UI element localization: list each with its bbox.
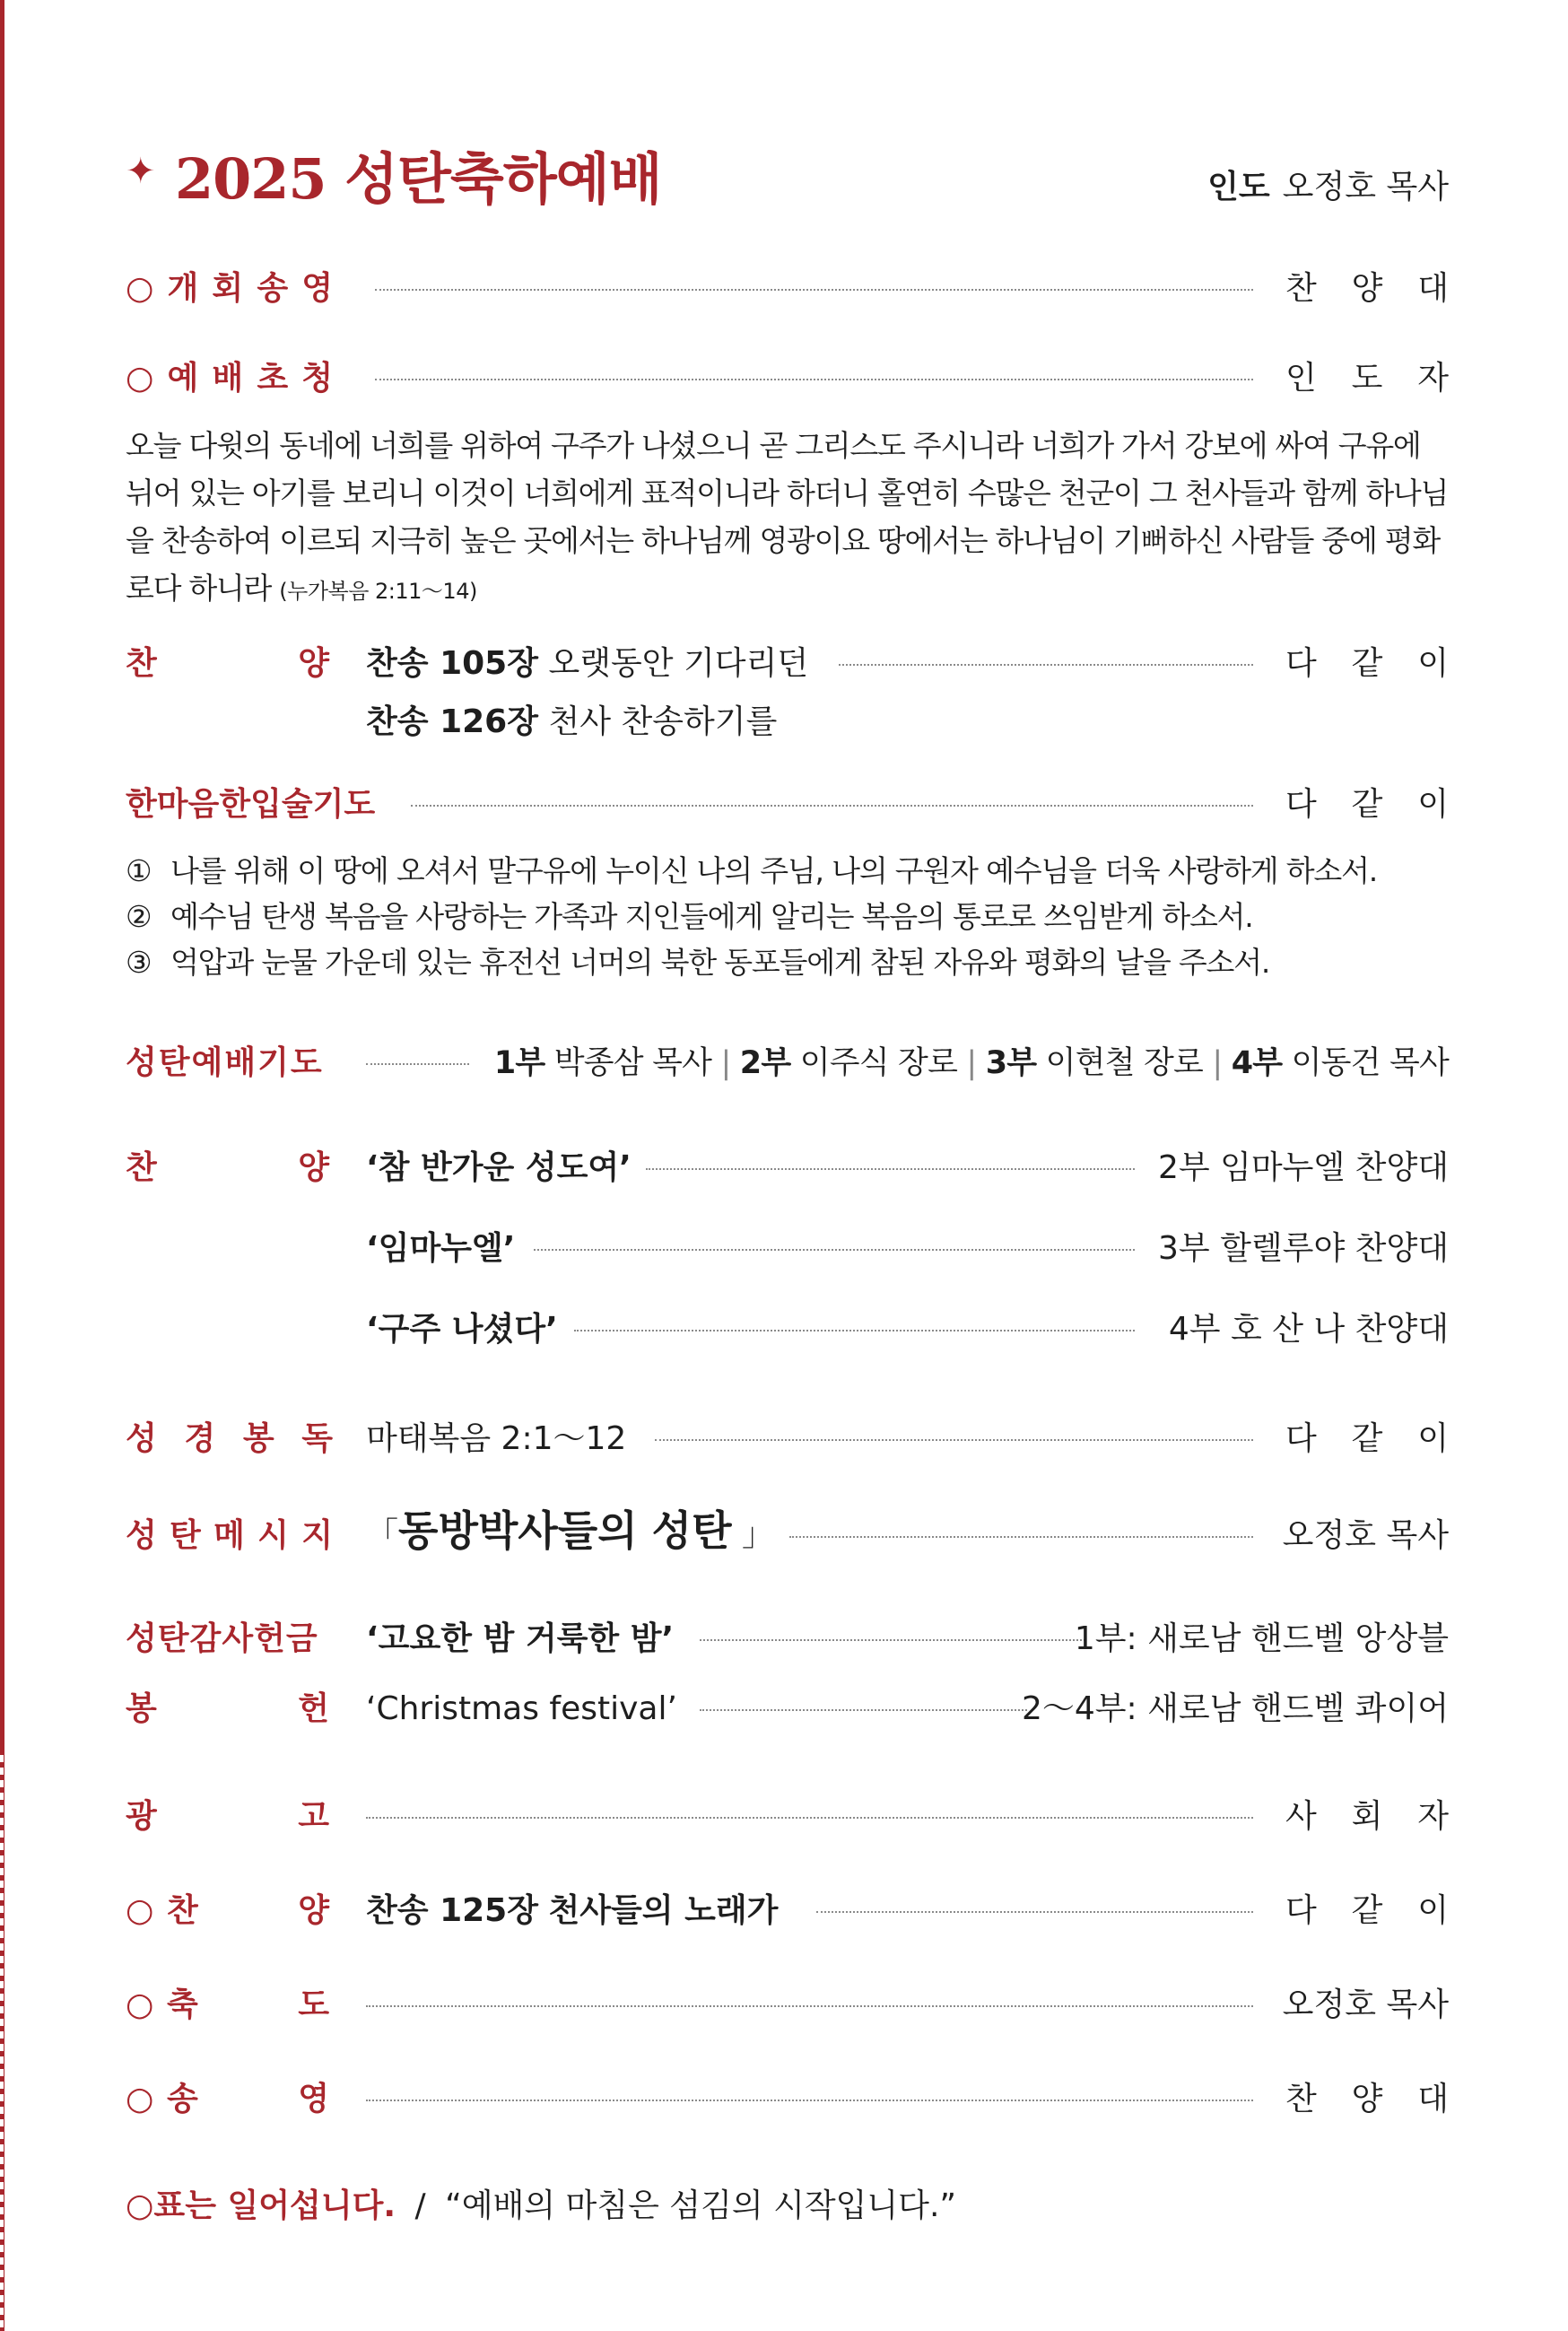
label-char: 찬 bbox=[126, 645, 158, 682]
item-number: ① bbox=[126, 853, 152, 888]
praise2-choir-2: 3부 할렐루야 찬양대 bbox=[1158, 1230, 1449, 1267]
offering-row bbox=[126, 1685, 1449, 1733]
right-char: 다 bbox=[1285, 645, 1317, 682]
doxology-label bbox=[126, 2075, 330, 2124]
thanks-offering-performer: 1부: 새로남 핸드벨 앙상블 bbox=[1074, 1620, 1449, 1657]
right-char: 자 bbox=[1417, 1798, 1449, 1835]
dotted-leader bbox=[411, 805, 1253, 807]
benediction-row bbox=[126, 1981, 1449, 2030]
right-char: 대 bbox=[1417, 2081, 1449, 2117]
service-leader bbox=[1207, 162, 1449, 207]
dotted-leader bbox=[789, 1536, 1253, 1538]
right-char: 같 bbox=[1351, 786, 1383, 823]
scripture-reading-row bbox=[126, 1415, 1449, 1463]
right-char: 이 bbox=[1417, 786, 1449, 823]
right-char: 같 bbox=[1351, 645, 1383, 682]
label-char: ○ 송 bbox=[126, 2081, 199, 2117]
right-char: 찬 bbox=[1285, 270, 1317, 307]
dotted-leader bbox=[366, 1063, 469, 1065]
star-icon: ✦ bbox=[126, 151, 156, 192]
label-char: 지 bbox=[301, 1517, 334, 1554]
right-char: 다 bbox=[1285, 786, 1317, 823]
offering-label bbox=[126, 1685, 330, 1733]
prayer-list bbox=[126, 848, 1449, 985]
label-char: 봉 bbox=[242, 1420, 275, 1457]
dotted-leader bbox=[366, 1817, 1253, 1819]
opening-hymn-row bbox=[126, 265, 1449, 313]
opening-hymn-label bbox=[126, 265, 334, 313]
label-char: 영 bbox=[298, 2081, 330, 2117]
christmas-prayer-parts bbox=[494, 1039, 1449, 1087]
right-char: 사 bbox=[1285, 1798, 1317, 1835]
closing-hymn bbox=[366, 1887, 778, 1935]
label-char: 성 bbox=[126, 1420, 158, 1457]
label-char: 고 bbox=[298, 1798, 330, 1835]
part-label: 1부 bbox=[493, 1045, 545, 1081]
unison-prayer-performer bbox=[1285, 781, 1449, 829]
dotted-leader bbox=[816, 1911, 1253, 1913]
label-char: 양 bbox=[298, 1149, 330, 1186]
hymn-number: 찬송 125장 bbox=[366, 1892, 539, 1929]
invocation-performer bbox=[1285, 354, 1449, 403]
dotted-leader bbox=[366, 2005, 1253, 2007]
label-char: 시 bbox=[257, 1517, 290, 1554]
praise2-choir-1: 2부 임마누엘 찬양대 bbox=[1158, 1149, 1449, 1186]
praise1-row-2 bbox=[126, 698, 1449, 746]
footer-slash: / bbox=[414, 2187, 426, 2224]
right-char: 양 bbox=[1351, 2081, 1383, 2117]
label-char: 양 bbox=[298, 645, 330, 682]
praise2-row-2 bbox=[126, 1225, 1449, 1273]
label-char: 청 bbox=[301, 360, 334, 397]
sermon-preacher: 오정호 목사 bbox=[1282, 1517, 1449, 1554]
closing-hymn-performer bbox=[1285, 1887, 1449, 1935]
christmas-prayer-row bbox=[126, 1039, 1449, 1087]
praise2-choir-3: 4부 호 산 나 찬양대 bbox=[1168, 1311, 1449, 1348]
separator: | bbox=[966, 1045, 977, 1081]
praise2-row-1 bbox=[126, 1144, 1449, 1192]
right-char: 이 bbox=[1417, 645, 1449, 682]
standing-note: ○표는 일어섭니다. bbox=[126, 2187, 396, 2224]
label-char: 송 bbox=[257, 270, 290, 307]
separator: | bbox=[720, 1045, 731, 1081]
part-leader: 이동건 목사 bbox=[1291, 1045, 1449, 1081]
dotted-leader bbox=[366, 2100, 1253, 2101]
right-char: 이 bbox=[1417, 1420, 1449, 1457]
right-char: 찬 bbox=[1285, 2081, 1317, 2117]
hymn-title: 오랫동안 기다리던 bbox=[548, 645, 809, 682]
footer-quote: “예배의 마침은 섬김의 시작입니다.” bbox=[445, 2187, 957, 2224]
leader-label: 인도 bbox=[1207, 169, 1270, 205]
item-number: ③ bbox=[126, 945, 152, 980]
label-char: ○ 찬 bbox=[126, 1892, 199, 1929]
hymn-title: 천사 찬송하기를 bbox=[548, 703, 778, 740]
right-char: 자 bbox=[1417, 360, 1449, 397]
dotted-leader bbox=[574, 1330, 1135, 1331]
label-char: ○ bbox=[126, 360, 155, 397]
bracket-open: 「 bbox=[366, 1516, 399, 1553]
christmas-prayer-label: 성탄예배기도 bbox=[126, 1044, 324, 1081]
right-char: 도 bbox=[1351, 360, 1383, 397]
invocation-label bbox=[126, 354, 334, 403]
dotted-leader bbox=[700, 1639, 1085, 1641]
label-char: 개 bbox=[167, 270, 200, 307]
praise1-performer bbox=[1285, 640, 1449, 688]
right-char: 양 bbox=[1351, 270, 1383, 307]
dotted-leader bbox=[375, 289, 1253, 291]
footer-note bbox=[126, 2180, 956, 2226]
label-char: 탄 bbox=[170, 1517, 202, 1554]
invocation-row bbox=[126, 354, 1449, 403]
right-char: 다 bbox=[1285, 1420, 1317, 1457]
scripture-body: 오늘 다윗의 동네에 너희를 위하여 구주가 나셨으니 곧 그리스도 주시니라 너희가 가서 강보에 싸여 구유에 뉘어 있는 아기를 보리니 이것이 너희에게 표적이니라 하더니 홀연히 수많은 천군이 그 천사들과 함께 하나님을 찬송하여 이르되 지극히 높은 곳에서는 하나님께 영광이요 땅에서는 하나님이 기뻐하신 사람들 중에 평화로다 하니라 bbox=[126, 428, 1449, 606]
label-char: 메 bbox=[213, 1517, 246, 1554]
doxology-performer bbox=[1285, 2075, 1449, 2124]
right-char: 이 bbox=[1417, 1892, 1449, 1929]
praise1-hymn1 bbox=[366, 640, 808, 688]
item-text: 예수님 탄생 복음을 사랑하는 가족과 지인들에게 알리는 복음의 통로로 쓰임받게 하소서. bbox=[170, 899, 1253, 934]
dotted-leader bbox=[839, 664, 1253, 666]
sermon-title-group bbox=[366, 1506, 774, 1559]
bracket-close: 」 bbox=[741, 1516, 774, 1553]
praise1-row bbox=[126, 640, 1449, 688]
part-leader: 박종삼 목사 bbox=[553, 1045, 712, 1081]
dotted-leader bbox=[375, 379, 1253, 380]
praise2-row-3 bbox=[126, 1305, 1449, 1354]
right-char: 회 bbox=[1351, 1798, 1383, 1835]
unison-prayer-row bbox=[126, 781, 1449, 829]
list-item bbox=[126, 939, 1449, 985]
thanks-offering-song: ‘고요한 밤 거룩한 밤’ bbox=[366, 1620, 675, 1657]
praise1-hymn2 bbox=[366, 698, 777, 746]
item-text: 억압과 눈물 가운데 있는 휴전선 너머의 북한 동포들에게 참된 자유와 평화의 날을 주소서. bbox=[170, 945, 1270, 980]
label-char: 경 bbox=[184, 1420, 217, 1457]
title-row bbox=[126, 135, 1449, 212]
label-char: 광 bbox=[126, 1798, 158, 1835]
label-char: 초 bbox=[257, 360, 290, 397]
label-char: ○ 축 bbox=[126, 1986, 199, 2023]
scripture-reading-label bbox=[126, 1415, 334, 1463]
announcements-row bbox=[126, 1793, 1449, 1841]
label-char: 도 bbox=[298, 1986, 330, 2023]
closing-hymn-label bbox=[126, 1887, 330, 1935]
label-char: 찬 bbox=[126, 1149, 158, 1186]
praise2-song-2: ‘임마누엘’ bbox=[366, 1230, 516, 1267]
dotted-leader bbox=[700, 1709, 1027, 1711]
list-item bbox=[126, 894, 1449, 939]
separator: | bbox=[1212, 1045, 1223, 1081]
label-char: 배 bbox=[212, 360, 245, 397]
left-edge-pattern bbox=[0, 1750, 4, 2331]
dotted-leader bbox=[655, 1439, 1253, 1441]
item-text: 나를 위해 이 땅에 오셔서 말구유에 누이신 나의 주님, 나의 구원자 예수님을 더욱 사랑하게 하소서. bbox=[170, 853, 1378, 888]
offering-performer: 2～4부: 새로남 핸드벨 콰이어 bbox=[1021, 1690, 1449, 1727]
list-item bbox=[126, 848, 1449, 894]
benediction-label bbox=[126, 1981, 330, 2030]
praise2-song-3: ‘구주 나셨다’ bbox=[366, 1311, 558, 1348]
hymn-number: 찬송 105장 bbox=[366, 645, 539, 682]
hymn-number: 찬송 126장 bbox=[366, 703, 539, 740]
opening-hymn-performer bbox=[1285, 265, 1449, 313]
leader-name: 오정호 목사 bbox=[1282, 169, 1449, 205]
label-char: 양 bbox=[298, 1892, 330, 1929]
announcements-label bbox=[126, 1793, 330, 1841]
scripture-paragraph bbox=[126, 422, 1449, 615]
dotted-leader bbox=[646, 1168, 1135, 1170]
label-char: 성 bbox=[126, 1517, 158, 1554]
page-title: 2025 성탄축하예배 bbox=[175, 146, 662, 212]
benediction-minister: 오정호 목사 bbox=[1282, 1986, 1449, 2023]
offering-song: ‘Christmas festival’ bbox=[366, 1690, 677, 1727]
label-char: 영 bbox=[301, 270, 334, 307]
dotted-leader bbox=[534, 1249, 1135, 1251]
thanks-offering-row bbox=[126, 1615, 1449, 1663]
scripture-passage: 마태복음 2:1～12 bbox=[366, 1420, 627, 1457]
label-char: 예 bbox=[167, 360, 200, 397]
thanks-offering-label: 성탄감사헌금 bbox=[126, 1620, 318, 1657]
hymn-title: 천사들의 노래가 bbox=[548, 1892, 779, 1929]
label-char: 헌 bbox=[298, 1690, 330, 1727]
sermon-title: 동방박사들의 성탄 bbox=[398, 1506, 732, 1555]
announcements-performer bbox=[1285, 1793, 1449, 1841]
right-char: 다 bbox=[1285, 1892, 1317, 1929]
praise2-label bbox=[126, 1144, 330, 1192]
part-label: 3부 bbox=[985, 1045, 1037, 1081]
right-char: 같 bbox=[1351, 1892, 1383, 1929]
doxology-row bbox=[126, 2075, 1449, 2124]
part-leader: 이주식 장로 bbox=[799, 1045, 958, 1081]
label-char: 봉 bbox=[126, 1690, 158, 1727]
right-char: 인 bbox=[1285, 360, 1317, 397]
part-leader: 이현철 장로 bbox=[1045, 1045, 1204, 1081]
closing-hymn-row bbox=[126, 1887, 1449, 1935]
label-char: 독 bbox=[301, 1420, 334, 1457]
part-label: 4부 bbox=[1231, 1045, 1283, 1081]
label-char: 회 bbox=[212, 270, 245, 307]
sermon-label bbox=[126, 1512, 334, 1560]
scripture-reference: (누가복음 2:11～14) bbox=[279, 579, 477, 604]
scripture-reading-performer bbox=[1285, 1415, 1449, 1463]
part-label: 2부 bbox=[739, 1045, 791, 1081]
praise2-song-1: ‘참 반가운 성도여’ bbox=[366, 1149, 632, 1186]
praise1-label bbox=[126, 640, 330, 688]
sermon-row bbox=[126, 1506, 1449, 1560]
right-char: 같 bbox=[1351, 1420, 1383, 1457]
right-char: 대 bbox=[1417, 270, 1449, 307]
label-char: ○ bbox=[126, 270, 155, 307]
unison-prayer-label: 한마음한입술기도 bbox=[126, 786, 376, 823]
item-number: ② bbox=[126, 899, 152, 934]
